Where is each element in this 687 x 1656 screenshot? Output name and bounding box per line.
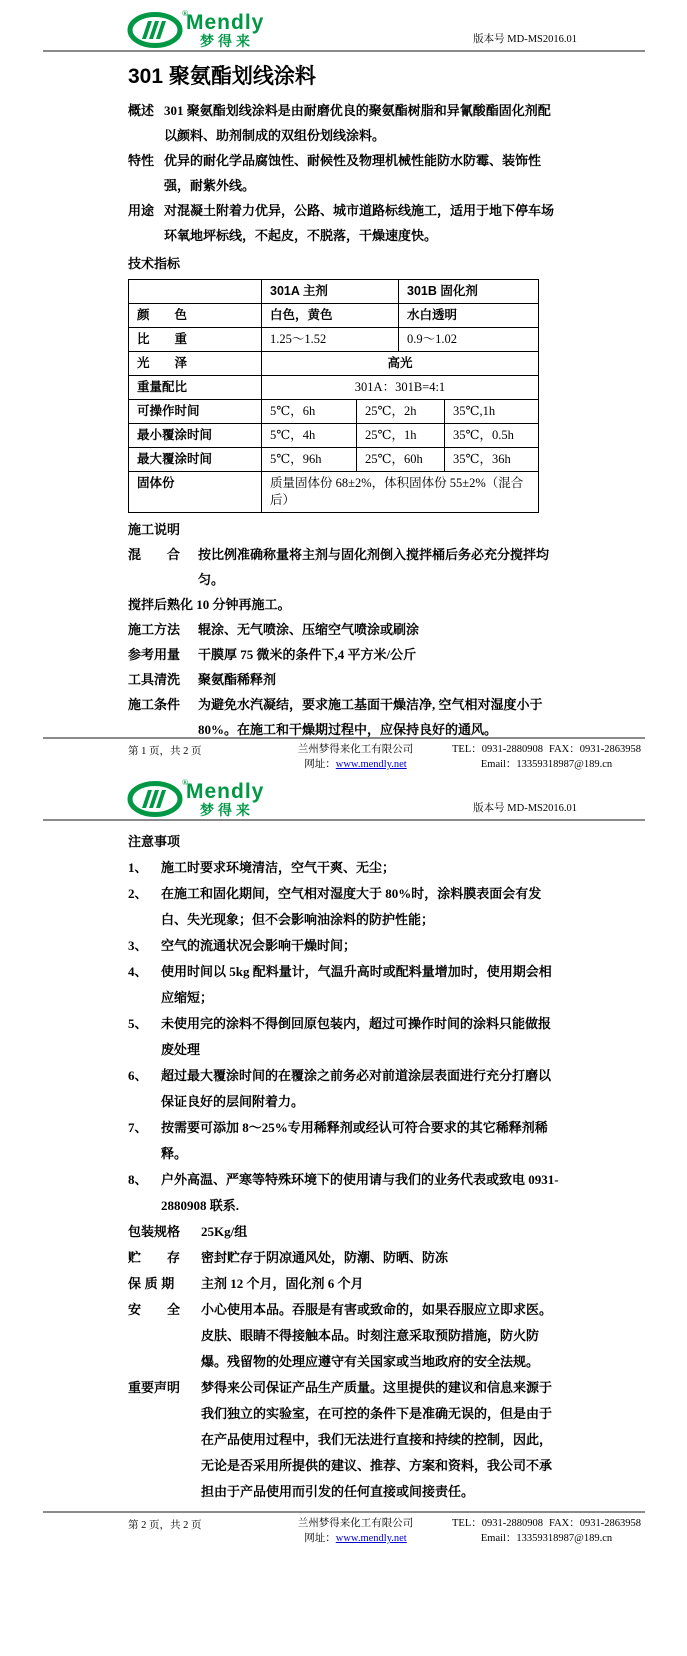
page2-footer	[0, 1509, 687, 1546]
header-divider	[43, 819, 645, 821]
info-shelf-life	[128, 1271, 561, 1297]
page1-footer	[0, 735, 687, 772]
row-label: 重量配比	[129, 376, 262, 399]
note-item-7	[128, 1115, 561, 1167]
page-1	[0, 4, 687, 770]
logo-wordmark	[186, 781, 264, 817]
page2-content	[128, 829, 561, 1505]
cell-value: 5℃，6h	[262, 400, 357, 423]
header-divider	[43, 50, 645, 52]
info-safety	[128, 1297, 561, 1375]
page1-header	[128, 4, 577, 48]
row-label: 保 质 期	[128, 1276, 175, 1291]
note-item-6	[128, 1063, 561, 1115]
row-text: 聚氨酯稀释剂	[198, 672, 277, 687]
cell-value: 25℃，1h	[357, 424, 445, 447]
brand-name-cn: 梦得来	[200, 802, 254, 818]
tel-number: TEL：0931-2880908	[452, 744, 543, 755]
company-logo	[128, 778, 265, 818]
row-label: 工具清洗	[128, 672, 181, 687]
table-row-gloss	[129, 352, 538, 376]
row-text: 辊涂、无气喷涂、压缩空气喷涂或刷涂	[198, 622, 420, 637]
cell-value: 1.25～1.52	[262, 328, 399, 351]
fax-number: FAX：0931-2863958	[549, 1518, 641, 1529]
table-row-max-recoat	[129, 448, 538, 472]
email-address: Email：13359318987@189.cn	[480, 759, 613, 770]
section-label: 用途	[128, 203, 155, 218]
note-text: 空气的流通状况会影响干燥时间；	[161, 938, 357, 953]
company-name: 兰州梦得来化工有限公司	[297, 744, 414, 755]
registered-trademark-icon: ®	[182, 778, 188, 787]
note-number: 1、	[128, 860, 148, 875]
row-label: 安 全	[128, 1302, 181, 1317]
row-label: 最小覆涂时间	[129, 424, 262, 447]
cell-value: 35℃，36h	[453, 452, 511, 466]
section-text: 301 聚氨酯划线涂料是由耐磨优良的聚氨酯树脂和异氰酸酯固化剂配以颜料、助剂制成的双组份划线涂料。	[164, 103, 551, 143]
info-statement	[128, 1375, 561, 1505]
note-text: 施工时要求环境清洁，空气干爽、无尘；	[161, 860, 396, 875]
cell-value: 5℃，96h	[262, 448, 357, 471]
note-number: 2、	[128, 886, 148, 901]
table-row-mix-ratio	[129, 376, 538, 400]
fax-number: FAX：0931-2863958	[549, 744, 641, 755]
table-row-color	[129, 304, 538, 328]
row-label: 重要声明	[128, 1380, 181, 1395]
table-row-pot-life	[129, 400, 538, 424]
section-overview	[128, 98, 561, 148]
row-label: 施工条件	[128, 697, 181, 712]
construction-mixing	[128, 542, 561, 592]
row-text: 25Kg/组	[201, 1224, 248, 1239]
row-label: 可操作时间	[129, 400, 262, 423]
row-text: 主剂 12 个月，固化剂 6 个月	[201, 1276, 364, 1291]
cell-value: 质量固体份 68±2%，体积固体份 55±2%（混合后）	[270, 476, 524, 507]
section-features	[128, 148, 561, 198]
company-logo	[128, 9, 265, 49]
row-text: 小心使用本品。吞服是有害或致命的，如果吞服应立即求医。皮肤、眼睛不得接触本品。时刻注意采取预防措施，防火防爆。残留物的处理应遵守有关国家或当地政府的安全法规。	[201, 1302, 553, 1369]
page-number: 第 2 页，共 2 页	[128, 1520, 202, 1531]
row-text: 干膜厚 75 微米的条件下,4 平方米/公斤	[198, 647, 417, 662]
website-link[interactable]: www.mendly.net	[335, 759, 407, 770]
row-label: 光 泽	[129, 352, 262, 375]
note-text: 在施工和固化期间，空气相对湿度大于 80%时，涂料膜表面会有发白、失光现象；但不会影响油涂料的防护性能；	[161, 886, 542, 927]
note-text: 超过最大覆涂时间的在覆涂之前务必对前道涂层表面进行充分打磨以保证良好的层间附着力。	[161, 1068, 552, 1109]
page1-content	[128, 62, 561, 742]
website-line	[263, 1531, 448, 1546]
technical-specs-heading: 技术指标	[128, 256, 181, 271]
brand-name-en: Mendly	[186, 780, 265, 803]
table-row-min-recoat	[129, 424, 538, 448]
note-text: 未使用完的涂料不得倒回原包装内，超过可操作时间的涂料只能做报废处理	[161, 1016, 552, 1057]
note-item-2	[128, 881, 561, 933]
note-number: 3、	[128, 938, 148, 953]
row-text: 为避免水汽凝结，要求施工基面干燥洁净, 空气相对湿度小于 80%。在施工和干燥期过程中，应保持良好的通风。	[198, 697, 543, 737]
row-label: 固体份	[129, 472, 262, 512]
technical-specs-table	[128, 279, 539, 513]
company-name: 兰州梦得来化工有限公司	[297, 1518, 414, 1529]
footer-divider	[43, 737, 645, 739]
version-label: 版本号 MD-MS2016.01	[473, 803, 577, 814]
note-item-3	[128, 933, 561, 959]
table-row-header	[129, 280, 538, 304]
row-label: 最大覆涂时间	[129, 448, 262, 471]
footer-divider	[43, 1511, 645, 1513]
cell-value: 5℃，4h	[262, 424, 357, 447]
cell-value: 高光	[387, 356, 413, 370]
section-label: 概述	[128, 103, 155, 118]
note-text: 户外高温、严寒等特殊环境下的使用请与我们的业务代表或致电 0931-2880908 联系.	[161, 1172, 559, 1213]
logo-wordmark	[186, 12, 264, 48]
table-cell-301b-header: 301B 固化剂	[407, 284, 478, 298]
page2-header	[128, 773, 577, 817]
row-text: 按比例准确称量将主剂与固化剂倒入搅拌桶后务必充分搅拌均匀。	[198, 547, 550, 587]
note-item-4	[128, 959, 561, 1011]
registered-trademark-icon: ®	[182, 9, 188, 18]
notes-heading: 注意事项	[128, 834, 181, 849]
section-text: 优异的耐化学品腐蚀性、耐候性及物理机械性能防水防霉、装饰性强，耐紫外线。	[164, 153, 542, 193]
note-number: 5、	[128, 1016, 148, 1031]
website-label: 网址：	[304, 1533, 336, 1544]
mendly-logo-icon	[128, 9, 188, 48]
row-label: 施工方法	[128, 622, 181, 637]
cell-value: 白色，黄色	[262, 304, 399, 327]
website-label: 网址：	[304, 759, 336, 770]
construction-heading: 施工说明	[128, 522, 181, 537]
tel-number: TEL：0931-2880908	[452, 1518, 543, 1529]
page-number: 第 1 页，共 2 页	[128, 746, 202, 757]
table-cell-301a-header: 301A 主剂	[262, 280, 399, 303]
table-row-solids	[129, 472, 538, 512]
construction-usage	[128, 642, 561, 667]
section-text: 对混凝土附着力优异，公路、城市道路标线施工，适用于地下停车场环氧地坪标线，不起皮，不脱落，干燥速度快。	[164, 203, 555, 243]
page-title: 301 聚氨酯划线涂料	[128, 65, 316, 88]
cell-value: 301A：301B=4:1	[354, 380, 446, 394]
note-number: 6、	[128, 1068, 148, 1083]
brand-name-cn: 梦得来	[200, 33, 254, 49]
info-packing	[128, 1219, 561, 1245]
table-row-specific-gravity	[129, 328, 538, 352]
note-text: 按需要可添加 8～25%专用稀释剂或经认可符合要求的其它稀释剂稀释。	[161, 1120, 548, 1161]
mendly-logo-icon	[128, 778, 188, 817]
cell-value: 水白透明	[407, 308, 458, 322]
construction-cleaning	[128, 667, 561, 692]
cell-value: 0.9～1.02	[407, 332, 458, 346]
website-line	[263, 757, 448, 772]
row-label: 混 合	[128, 547, 181, 562]
website-link[interactable]: www.mendly.net	[335, 1533, 407, 1544]
note-item-1	[128, 855, 561, 881]
note-number: 7、	[128, 1120, 148, 1135]
row-label: 包装规格	[128, 1224, 181, 1239]
cell-value: 35℃,1h	[453, 404, 496, 418]
page-2	[0, 773, 687, 1656]
brand-name-en: Mendly	[186, 11, 265, 34]
table-cell-empty	[129, 280, 262, 303]
cell-value: 25℃，2h	[357, 400, 445, 423]
cell-value: 35℃，0.5h	[453, 428, 514, 442]
note-number: 8、	[128, 1172, 148, 1187]
row-label: 比 重	[129, 328, 262, 351]
construction-method	[128, 617, 561, 642]
row-label: 参考用量	[128, 647, 181, 662]
row-text: 密封贮存于阴凉通风处，防潮、防晒、防冻	[201, 1250, 449, 1265]
version-label: 版本号 MD-MS2016.01	[473, 34, 577, 45]
construction-mixing-line2: 搅拌后熟化 10 分钟再施工。	[128, 597, 291, 612]
note-item-5	[128, 1011, 561, 1063]
row-text: 梦得来公司保证产品生产质量。这里提供的建议和信息来源于我们独立的实验室，在可控的条件下是准确无误的，但是由于在产品使用过程中，我们无法进行直接和持续的控制，因此，无论是否采用所提供的建议、推荐、方案和资料，我公司不承担由于产品使用而引发的任何直接或间接责任。	[201, 1380, 553, 1499]
section-label: 特性	[128, 153, 155, 168]
row-label: 贮 存	[128, 1250, 181, 1265]
note-item-8	[128, 1167, 561, 1219]
note-number: 4、	[128, 964, 148, 979]
row-label: 颜 色	[129, 304, 262, 327]
section-applications	[128, 198, 561, 248]
note-text: 使用时间以 5kg 配料量计，气温升高时或配料量增加时，使用期会相应缩短；	[161, 964, 552, 1005]
info-storage	[128, 1245, 561, 1271]
email-address: Email：13359318987@189.cn	[480, 1533, 613, 1544]
cell-value: 25℃，60h	[357, 448, 445, 471]
